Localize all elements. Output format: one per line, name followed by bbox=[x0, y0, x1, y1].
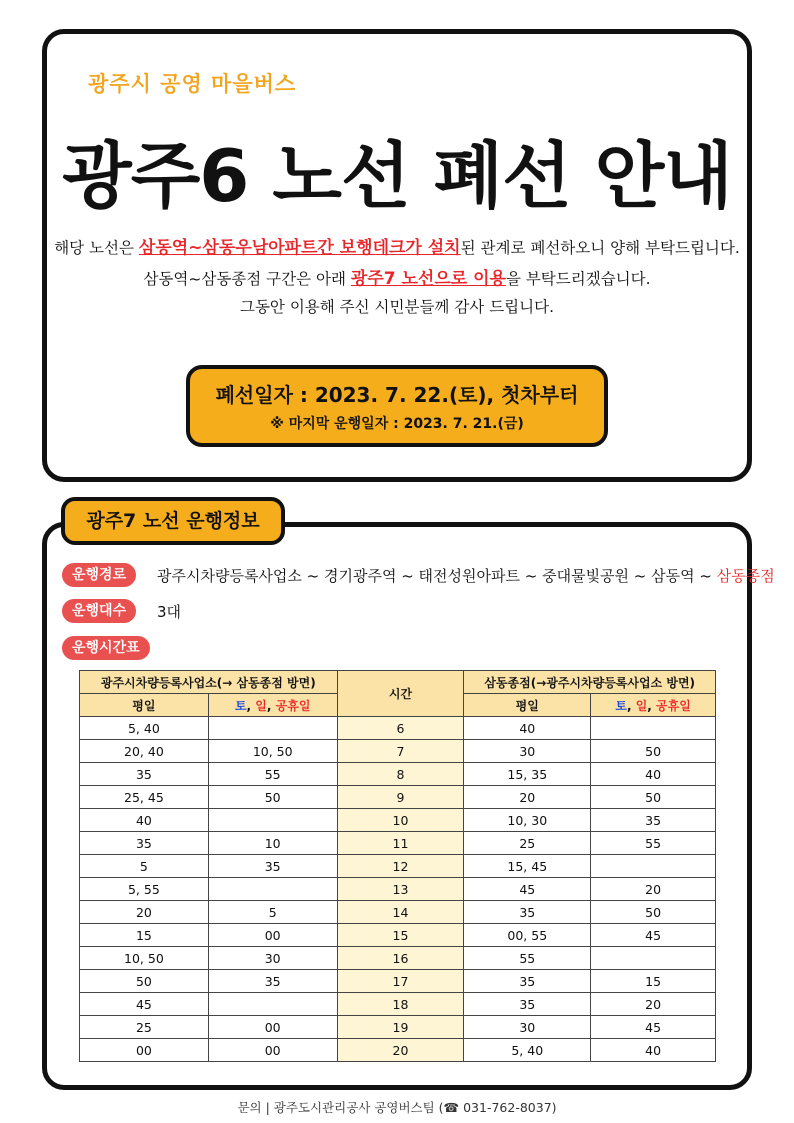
table-row bbox=[80, 947, 716, 970]
right-weekday-cell: 30 bbox=[464, 740, 591, 763]
right-holiday-cell: 50 bbox=[591, 901, 716, 924]
notice-line-3: 그동안 이용해 주신 시민분들께 감사 드립니다. bbox=[239, 298, 555, 316]
hour-cell: 9 bbox=[337, 786, 464, 809]
right-holiday-cell: 40 bbox=[591, 1039, 716, 1062]
subtitle: 광주시 공영 마을버스 bbox=[88, 72, 297, 96]
right-holiday-cell: 20 bbox=[591, 878, 716, 901]
left-weekday-cell: 15 bbox=[80, 924, 209, 947]
right-holiday-cell: 15 bbox=[591, 970, 716, 993]
table-row bbox=[80, 832, 716, 855]
left-weekday-cell: 25 bbox=[80, 1016, 209, 1039]
hour-cell: 17 bbox=[337, 970, 464, 993]
hour-cell: 8 bbox=[337, 763, 464, 786]
right-holiday-cell bbox=[591, 947, 716, 970]
notice-highlight-1: 삼동역~삼동우남아파트간 보행데크가 설치 bbox=[138, 238, 461, 258]
right-holiday-cell: 55 bbox=[591, 832, 716, 855]
notice-line-1: 해당 노선은 삼동역~삼동우남아파트간 보행데크가 설치된 관계로 폐선하오니 양해 부탁드립니다. bbox=[54, 238, 740, 258]
left-holiday-cell: 00 bbox=[208, 1016, 337, 1039]
table-row bbox=[80, 1039, 716, 1062]
right-holiday-cell: 45 bbox=[591, 924, 716, 947]
hour-cell: 12 bbox=[337, 855, 464, 878]
right-holiday-cell: 50 bbox=[591, 740, 716, 763]
table-row bbox=[80, 717, 716, 740]
contact-footer: 문의 | 광주도시관리공사 공영버스팀 (☎ 031-762-8037) bbox=[237, 1100, 557, 1115]
left-holiday-cell: 10, 50 bbox=[208, 740, 337, 763]
table-row bbox=[80, 878, 716, 901]
hour-cell: 7 bbox=[337, 740, 464, 763]
route-text: 광주시차량등록사업소 ~ 경기광주역 ~ 태전성원아파트 ~ 중대물빛공원 ~ 삼동역 ~ 삼동종점 bbox=[157, 567, 775, 585]
left-holiday-cell: 55 bbox=[208, 763, 337, 786]
notice-highlight-2: 광주7 노선으로 이용 bbox=[350, 269, 506, 289]
hour-cell: 16 bbox=[337, 947, 464, 970]
table-row bbox=[80, 763, 716, 786]
right-weekday-header: 평일 bbox=[464, 694, 591, 717]
right-weekday-cell: 35 bbox=[464, 901, 591, 924]
timetable bbox=[79, 670, 716, 1062]
left-weekday-cell: 5 bbox=[80, 855, 209, 878]
right-direction-header: 삼동종점(→광주시차량등록사업소 방면) bbox=[464, 671, 716, 694]
last-run-date: ※ 마지막 운행일자 : 2023. 7. 21.(금) bbox=[270, 416, 524, 432]
left-weekday-cell: 20, 40 bbox=[80, 740, 209, 763]
right-weekday-cell: 55 bbox=[464, 947, 591, 970]
left-holiday-cell: 30 bbox=[208, 947, 337, 970]
right-weekday-cell: 45 bbox=[464, 878, 591, 901]
hour-cell: 11 bbox=[337, 832, 464, 855]
hour-cell: 20 bbox=[337, 1039, 464, 1062]
route-end: 삼동종점 bbox=[716, 567, 775, 585]
hour-cell: 6 bbox=[337, 717, 464, 740]
right-weekday-cell: 35 bbox=[464, 970, 591, 993]
left-holiday-cell bbox=[208, 993, 337, 1016]
right-weekday-cell: 10, 30 bbox=[464, 809, 591, 832]
table-row bbox=[80, 1016, 716, 1039]
right-weekday-cell: 30 bbox=[464, 1016, 591, 1039]
bus-count: 3대 bbox=[157, 603, 182, 621]
right-holiday-header: 토, 일, 공휴일 bbox=[591, 694, 716, 717]
closure-date: 폐선일자 : 2023. 7. 22.(토), 첫차부터 bbox=[215, 383, 579, 407]
right-holiday-cell: 50 bbox=[591, 786, 716, 809]
left-weekday-header: 평일 bbox=[80, 694, 209, 717]
right-holiday-cell: 40 bbox=[591, 763, 716, 786]
table-row bbox=[80, 901, 716, 924]
right-weekday-cell: 40 bbox=[464, 717, 591, 740]
right-weekday-cell: 25 bbox=[464, 832, 591, 855]
left-holiday-cell: 35 bbox=[208, 970, 337, 993]
left-holiday-cell: 35 bbox=[208, 855, 337, 878]
hour-cell: 14 bbox=[337, 901, 464, 924]
right-weekday-cell: 35 bbox=[464, 993, 591, 1016]
left-weekday-cell: 20 bbox=[80, 901, 209, 924]
right-weekday-cell: 5, 40 bbox=[464, 1039, 591, 1062]
left-weekday-cell: 00 bbox=[80, 1039, 209, 1062]
timetable-label-badge: 운행시간표 bbox=[62, 636, 150, 660]
left-holiday-cell: 10 bbox=[208, 832, 337, 855]
left-holiday-cell: 50 bbox=[208, 786, 337, 809]
left-weekday-cell: 45 bbox=[80, 993, 209, 1016]
notice-line-2: 삼동역~삼동종점 구간은 아래 광주7 노선으로 이용을 부탁드리겠습니다. bbox=[143, 269, 651, 289]
route-label-badge: 운행경로 bbox=[62, 563, 136, 587]
closure-date-box bbox=[186, 365, 608, 447]
hour-cell: 19 bbox=[337, 1016, 464, 1039]
route-info-tab: 광주7 노선 운행정보 bbox=[61, 497, 285, 545]
left-holiday-cell bbox=[208, 717, 337, 740]
right-weekday-cell: 20 bbox=[464, 786, 591, 809]
table-row bbox=[80, 993, 716, 1016]
left-weekday-cell: 35 bbox=[80, 832, 209, 855]
right-holiday-cell: 20 bbox=[591, 993, 716, 1016]
right-holiday-cell bbox=[591, 717, 716, 740]
left-holiday-header: 토, 일, 공휴일 bbox=[208, 694, 337, 717]
left-weekday-cell: 5, 40 bbox=[80, 717, 209, 740]
right-weekday-cell: 00, 55 bbox=[464, 924, 591, 947]
left-holiday-cell: 00 bbox=[208, 924, 337, 947]
hour-header: 시간 bbox=[337, 671, 464, 717]
left-weekday-cell: 25, 45 bbox=[80, 786, 209, 809]
table-row bbox=[80, 740, 716, 763]
right-weekday-cell: 15, 45 bbox=[464, 855, 591, 878]
left-holiday-cell: 5 bbox=[208, 901, 337, 924]
hour-cell: 15 bbox=[337, 924, 464, 947]
left-weekday-cell: 35 bbox=[80, 763, 209, 786]
left-holiday-cell: 00 bbox=[208, 1039, 337, 1062]
count-label-badge: 운행대수 bbox=[62, 599, 136, 623]
left-weekday-cell: 5, 55 bbox=[80, 878, 209, 901]
right-holiday-cell bbox=[591, 855, 716, 878]
left-weekday-cell: 40 bbox=[80, 809, 209, 832]
hour-cell: 13 bbox=[337, 878, 464, 901]
right-holiday-cell: 35 bbox=[591, 809, 716, 832]
right-holiday-cell: 45 bbox=[591, 1016, 716, 1039]
table-row bbox=[80, 786, 716, 809]
hour-cell: 18 bbox=[337, 993, 464, 1016]
left-holiday-cell bbox=[208, 809, 337, 832]
left-weekday-cell: 10, 50 bbox=[80, 947, 209, 970]
right-weekday-cell: 15, 35 bbox=[464, 763, 591, 786]
left-holiday-cell bbox=[208, 878, 337, 901]
table-row bbox=[80, 855, 716, 878]
page-title: 광주6 노선 폐선 안내 bbox=[62, 134, 732, 218]
table-row bbox=[80, 809, 716, 832]
left-weekday-cell: 50 bbox=[80, 970, 209, 993]
table-row bbox=[80, 970, 716, 993]
hour-cell: 10 bbox=[337, 809, 464, 832]
table-row bbox=[80, 924, 716, 947]
left-direction-header: 광주시차량등록사업소(→ 삼동종점 방면) bbox=[80, 671, 338, 694]
